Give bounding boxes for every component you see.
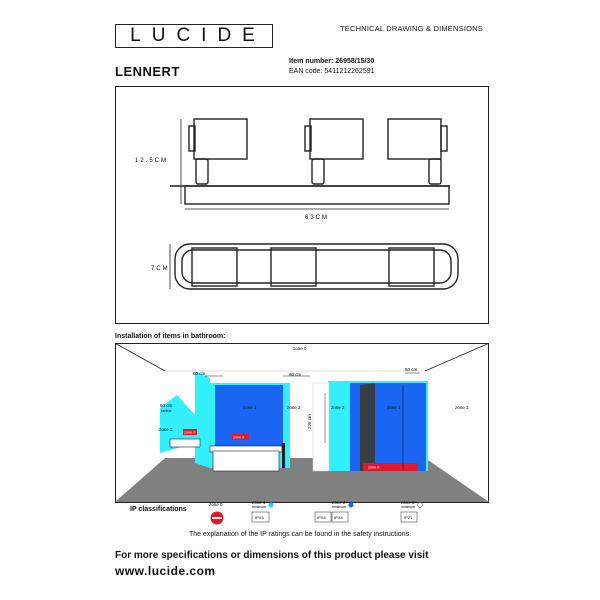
spot-arm-1 [196, 159, 208, 184]
zone3-dot-icon [418, 503, 423, 508]
zone2-dot-icon [349, 503, 354, 508]
item-number: Item number: 26958/15/30 [289, 58, 375, 65]
ip-zone3-label: zone 3 [401, 500, 415, 505]
dist-60cm-left: 60 cm [193, 371, 206, 376]
ip-zone3-sub: minimum [401, 505, 416, 509]
ean-code: EAN code: 5411212262591 [289, 68, 375, 75]
dist-60cm-sink: 60 cm [160, 403, 173, 408]
mounting-bar [185, 186, 449, 204]
top-view [170, 244, 458, 289]
front-view [170, 119, 450, 209]
ip-zone2-sub: minimum [332, 505, 347, 509]
sink [170, 439, 200, 447]
ip-classifications [195, 498, 435, 526]
dist-60cm-mid: 60 cm [289, 372, 302, 377]
ip-classifications-title: IP classifications [130, 506, 187, 513]
ip-zone2-code-b: IPX4 [334, 515, 343, 520]
spot-head-2 [310, 119, 363, 159]
top-spot-1 [192, 248, 237, 286]
zone1-bath-label: zone 1 [243, 405, 257, 410]
brand-logo: LUCIDE [115, 24, 273, 48]
zone0-sink-label: zone 0 [184, 430, 196, 435]
document-type: TECHNICAL DRAWING & DIMENSIONS [340, 24, 483, 33]
technical-drawing [115, 86, 489, 324]
zone2-shower-label: zone 2 [331, 405, 345, 410]
bathtub [213, 451, 279, 471]
ip-zone3-code: IP21 [404, 515, 413, 520]
floor [115, 458, 489, 502]
ip-zone1-code: IPX5 [255, 515, 264, 520]
zone1-shower-label: zone 1 [387, 405, 401, 410]
spot-arm-2 [312, 159, 324, 184]
spot-back-3 [441, 126, 447, 151]
shower-screen [360, 383, 375, 471]
spot-head-3 [388, 119, 441, 159]
depth-dimension: 7CM [151, 266, 170, 272]
website-link[interactable]: www.lucide.com [115, 564, 216, 578]
dist-60cm-right: 60 cm [405, 367, 418, 372]
bathroom-section-title: Installation of items in bathroom: [115, 333, 226, 340]
ip-zone2-code-a: IPX4 [317, 515, 326, 520]
top-spot-2 [271, 248, 316, 286]
top-spot-3 [389, 248, 434, 286]
spot-arm-3 [429, 159, 441, 184]
zone0-shower-label: zone 0 [368, 465, 380, 470]
zone2-bath-label: zone 2 [287, 405, 301, 410]
ip-explanation: The explanation of the IP ratings can be found in the safety instructions. [188, 531, 412, 538]
product-name: LENNERT [115, 64, 180, 79]
radius-label: radius [161, 409, 172, 413]
ip-zone0-label: zone 0 [209, 502, 223, 507]
height-225-label: 225 cm [307, 414, 312, 429]
width-dimension: 63CM [305, 215, 330, 221]
height-dimension: 12.5CM [135, 158, 169, 164]
bathroom-diagram [115, 343, 489, 503]
zone1-dot-icon [269, 503, 274, 508]
zone0-bath-label: zone 0 [233, 435, 245, 440]
zone2-sink-label: zone 2 [159, 427, 173, 432]
more-info-text: For more specifications or dimensions of this product please visit [115, 550, 429, 561]
ip-zone2-label: zone 2 [332, 500, 346, 505]
zone0-top-label: zone 0 [293, 346, 307, 351]
ip-zone1-label: zone 1 [252, 500, 266, 505]
spot-head-1 [194, 119, 247, 159]
ip-zone1-sub: minimum [252, 505, 267, 509]
zone3-label: zone 3 [455, 405, 469, 410]
